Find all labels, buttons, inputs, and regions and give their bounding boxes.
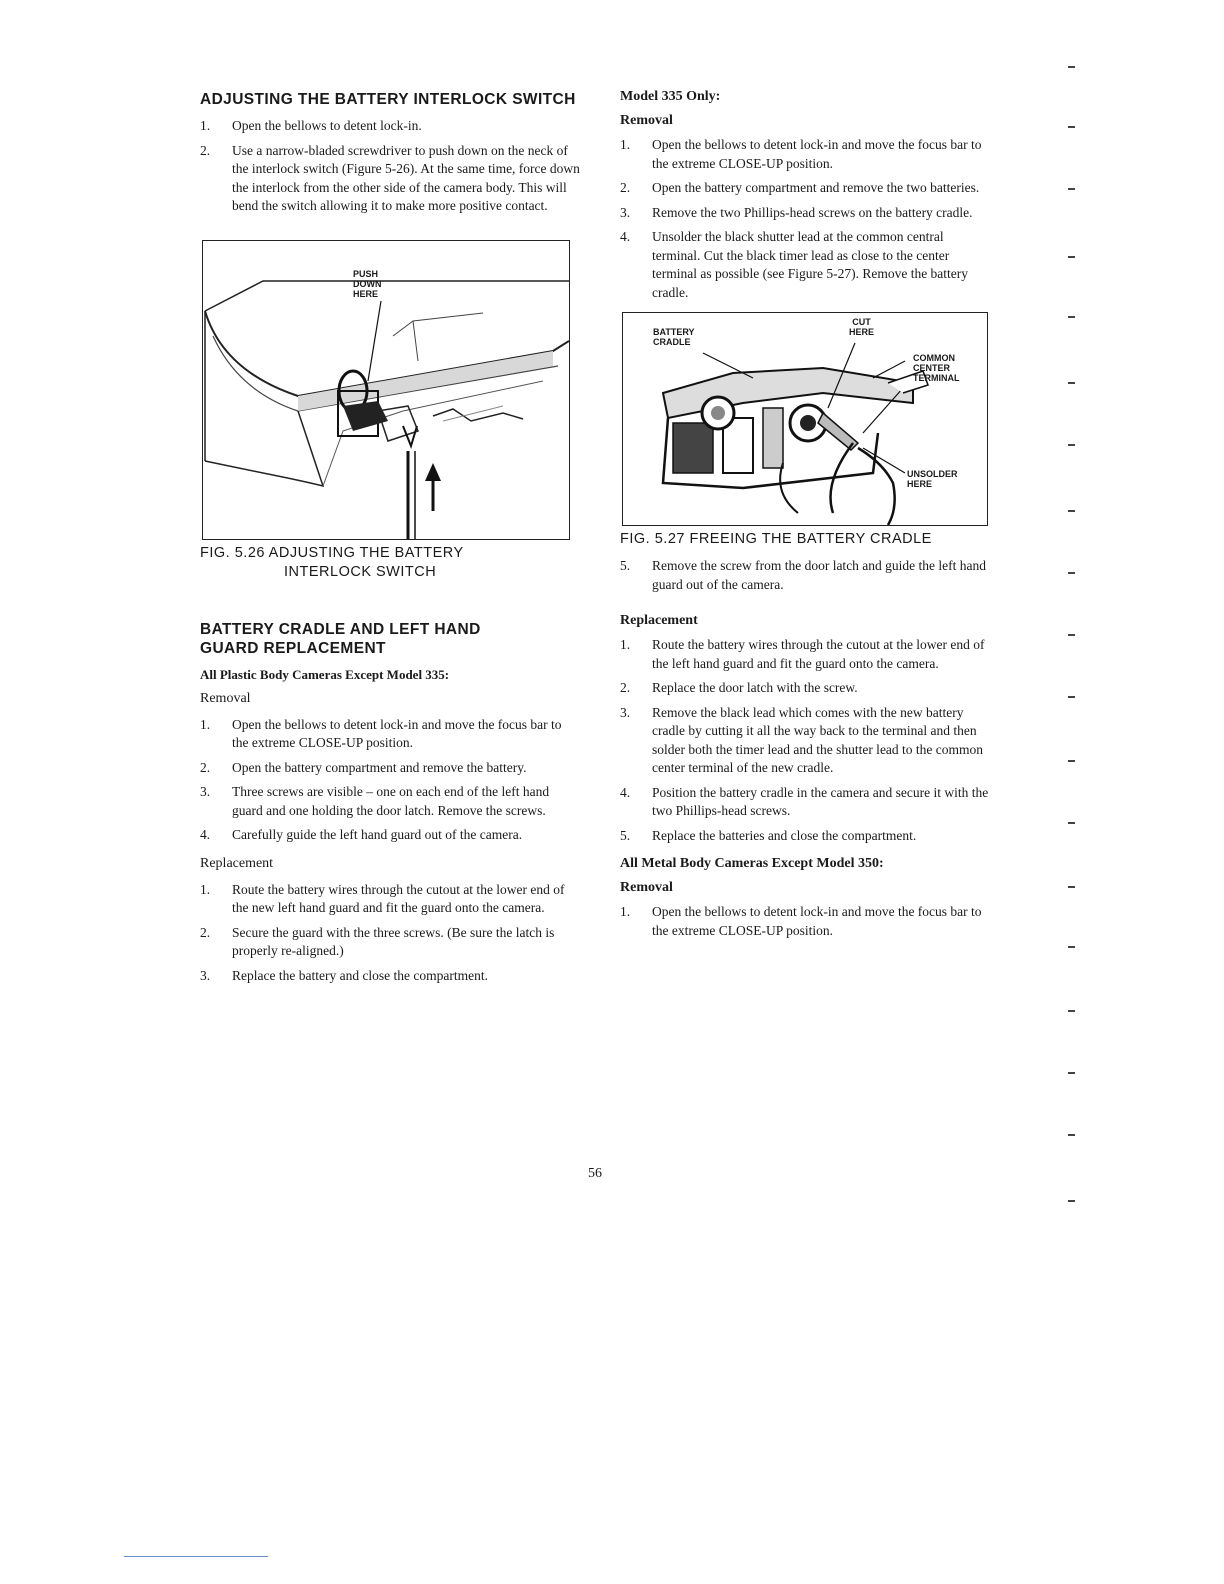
right-column xyxy=(620,88,992,950)
figure-5-26-caption xyxy=(200,544,580,582)
unsolder-here-label xyxy=(907,469,958,489)
interlock-steps xyxy=(200,117,580,216)
common-center-terminal-label xyxy=(913,353,960,383)
list-item: 3. Remove the two Phillips-head screws on the battery cradle. xyxy=(620,204,973,220)
list-item: 1. Open the bellows to detent lock-in and move the focus bar to the extreme CLOSE-UP position. xyxy=(620,137,982,171)
subheading-metal-body: All Metal Body Cameras Except Model 350: xyxy=(620,856,884,871)
fig27-common-label-text: COMMON CENTER TERMINAL xyxy=(913,353,960,383)
list-item: 4. Carefully guide the left hand guard out of the camera. xyxy=(200,827,523,842)
fig27-cut-label-text: CUT HERE xyxy=(849,317,875,337)
bottom-rule xyxy=(124,1556,268,1557)
list-item: 1. Route the battery wires through the cutout at the lower end of the left hand guard and fit the guard onto the camera. xyxy=(620,637,985,671)
page-number: 56 xyxy=(588,1166,602,1181)
removal-step-5 xyxy=(620,557,992,594)
list-item: 3. Remove the black lead which comes with the new battery cradle by cutting it all the way back to the terminal and then solder both the timer lead and the shutter lead to the common center terminal of the new cradle. xyxy=(620,704,984,775)
list-item: 1. Open the bellows to detent lock-in. xyxy=(200,118,422,133)
section-heading-cradle: BATTERY CRADLE AND LEFT HAND GUARD REPLACEMENT xyxy=(200,620,481,657)
list-item: 2. Replace the door latch with the screw. xyxy=(620,680,858,695)
list-item: 1. Open the bellows to detent lock-in and move the focus bar to the extreme CLOSE-UP position. xyxy=(620,904,982,938)
removal-label: Removal xyxy=(200,690,251,706)
left-column xyxy=(200,90,580,995)
list-item: 3. Three screws are visible – one on each end of the left hand guard and one holding the door latch. Remove the screws. xyxy=(200,784,550,818)
list-item: 2. Open the battery compartment and remove the battery. xyxy=(200,759,527,775)
subheading-model-335: Model 335 Only: xyxy=(620,89,721,104)
fig27-unsolder-label-text: UNSOLDER HERE xyxy=(907,469,958,489)
fig26-caption-line2: INTERLOCK SWITCH xyxy=(284,563,437,580)
list-item: 5. Replace the batteries and close the compartment. xyxy=(620,827,917,843)
list-item: 2. Use a narrow-bladed screwdriver to push down on the neck of the interlock switch (Figure 5-26). At the same time, force down the interlock from the other side of the camera body. This will bend the switch allowing it to make more positive contact. xyxy=(200,142,580,213)
replacement-label: Replacement xyxy=(200,855,274,871)
replacement-steps xyxy=(620,636,992,845)
removal-label: Removal xyxy=(620,880,673,895)
removal-label: Removal xyxy=(620,113,673,128)
battery-cradle-label xyxy=(653,327,695,347)
fig26-label-text: PUSH DOWN HERE xyxy=(353,268,382,299)
removal-steps xyxy=(620,136,992,302)
figure-5-27-caption: FIG. 5.27 FREEING THE BATTERY CRADLE xyxy=(620,531,932,547)
cut-here-label xyxy=(849,317,874,337)
list-item: 2. Open the battery compartment and remove the two batteries. xyxy=(620,180,980,195)
figure-5-27 xyxy=(622,312,988,526)
replacement-steps xyxy=(200,881,580,986)
metal-removal-steps xyxy=(620,903,992,940)
removal-steps xyxy=(200,716,580,845)
list-item: 4. Position the battery cradle in the camera and secure it with the two Phillips-head screws. xyxy=(620,784,989,818)
interlock-switch-illustration xyxy=(203,241,569,539)
replacement-label: Replacement xyxy=(620,613,698,628)
subheading-plastic-body: All Plastic Body Cameras Except Model 335: xyxy=(200,666,450,682)
fig26-caption-line1: FIG. 5.26 ADJUSTING THE BATTERY xyxy=(200,544,464,561)
list-item: 5. Remove the screw from the door latch and guide the left hand guard out of the camera. xyxy=(620,558,987,592)
push-down-here-label xyxy=(353,269,382,299)
list-item: 4. Unsolder the black shutter lead at the common central terminal. Cut the black timer lead as close to the center terminal as possible (see Figure 5-27). Remove the battery cradle. xyxy=(620,229,969,300)
list-item: 1. Route the battery wires through the cutout at the lower end of the new left hand guard and fit the guard onto the camera. xyxy=(200,881,565,915)
list-item: 3. Replace the battery and close the compartment. xyxy=(200,967,489,983)
figure-5-26 xyxy=(202,240,570,540)
list-item: 1. Open the bellows to detent lock-in and move the focus bar to the extreme CLOSE-UP position. xyxy=(200,716,562,750)
fig27-battery-label-text: BATTERY CRADLE xyxy=(653,327,695,347)
list-item: 2. Secure the guard with the three screws. (Be sure the latch is properly re-aligned.) xyxy=(200,924,555,958)
section-heading-interlock: ADJUSTING THE BATTERY INTERLOCK SWITCH xyxy=(200,91,576,108)
